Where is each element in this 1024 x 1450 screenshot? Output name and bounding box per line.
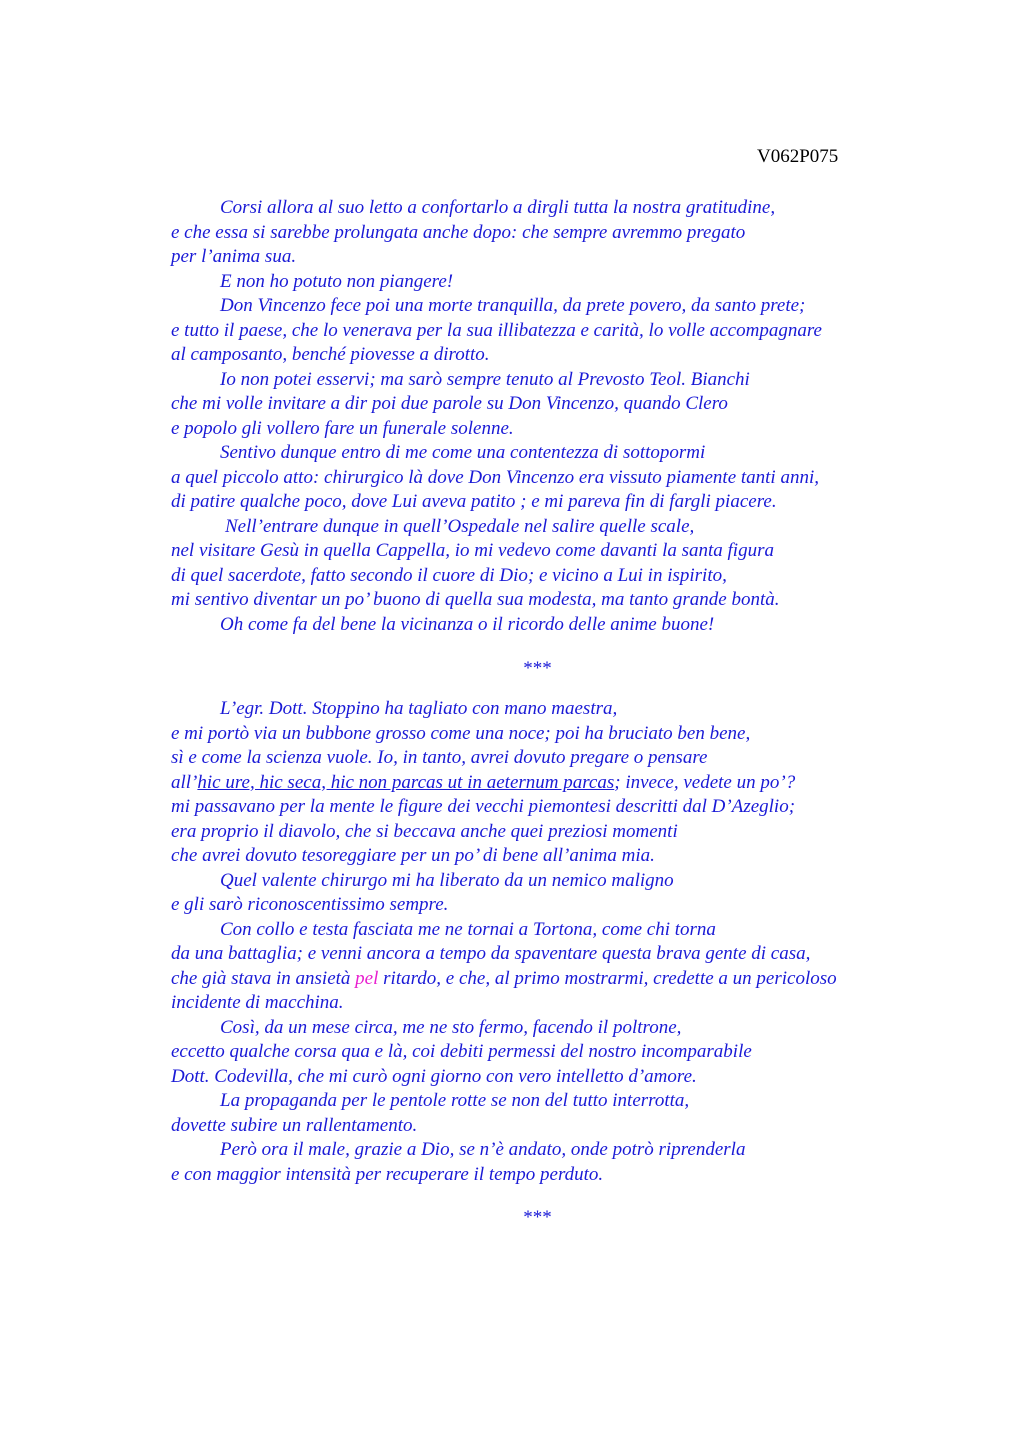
text-line: e con maggior intensità per recuperare il tempo perduto. (171, 1163, 604, 1185)
text-line: Don Vincenzo fece poi una morte tranquilla, da prete povero, da santo prete; (220, 295, 806, 316)
text-line: nel visitare Gesù in quella Cappella, io mi vedevo come davanti la santa figura (171, 540, 774, 561)
text-fragment: che già stava in ansietà (171, 967, 356, 989)
underlined-latin-phrase: hic ure, hic seca, hic non parcas ut in aeternum parcas (197, 771, 615, 793)
text-line: Quel valente chirurgo mi ha liberato da un nemico maligno (220, 869, 674, 891)
text-line: sì e come la scienza vuole. Io, in tanto, avrei dovuto pregare o pensare (171, 747, 708, 768)
text-line: Dott. Codevilla, che mi curò ogni giorno con vero intelletto d’amore. (171, 1065, 697, 1087)
text-line: da una battaglia; e venni ancora a tempo da spaventare questa brava gente di casa, (171, 943, 811, 964)
text-line: di quel sacerdote, fatto secondo il cuore di Dio; e vicino a Lui in ispirito, (171, 564, 727, 586)
text-block-1 (171, 196, 931, 637)
text-line: Con collo e testa fasciata me ne tornai a Tortona, come chi torna (220, 918, 716, 940)
text-line: che mi volle invitare a dir poi due parole su Don Vincenzo, quando Clero (171, 393, 728, 414)
text-line: Oh come fa del bene la vicinanza o il ricordo delle anime buone! (220, 613, 715, 635)
text-fragment: all’ (171, 771, 198, 793)
section-separator: *** (523, 1207, 552, 1228)
text-fragment: ritardo, e che, al primo mostrarmi, credette a un pericoloso (378, 967, 837, 989)
text-line-latin-quote (171, 771, 931, 796)
text-line: mi sentivo diventar un po’ buono di quella sua modesta, ma tanto grande bontà. (171, 589, 780, 610)
text-line: La propaganda per le pentole rotte se non del tutto interrotta, (220, 1090, 690, 1111)
text-line: Però ora il male, grazie a Dio, se n’è andato, onde potrò riprenderla (220, 1139, 746, 1160)
text-fragment: ; invece, vedete un po’? (614, 771, 796, 793)
text-line: E non ho potuto non piangere! (220, 270, 454, 292)
text-line: e popolo gli vollero fare un funerale solenne. (171, 417, 514, 439)
text-line: incidente di macchina. (171, 992, 344, 1013)
text-line: a quel piccolo atto: chirurgico là dove Don Vincenzo era vissuto piamente tanti anni, (171, 466, 819, 488)
text-line: e mi portò via un bubbone grosso come una noce; poi ha bruciato ben bene, (171, 722, 751, 744)
text-line: eccetto qualche corsa qua e là, coi debiti permessi del nostro incomparabile (171, 1041, 752, 1062)
text-line: dovette subire un rallentamento. (171, 1114, 418, 1136)
text-line: Così, da un mese circa, me ne sto fermo, facendo il poltrone, (220, 1016, 682, 1038)
text-block-2 (171, 697, 931, 1187)
text-line: che avrei dovuto tesoreggiare per un po’ di bene all’anima mia. (171, 845, 655, 866)
text-line: di patire qualche poco, dove Lui aveva patito ; e mi pareva fin di fargli piacere. (171, 491, 777, 512)
text-line: Corsi allora al suo letto a confortarlo a dirgli tutta la nostra gratitudine, (220, 197, 776, 218)
highlighted-word: pel (355, 967, 379, 989)
text-line: Nell’entrare dunque in quell’Ospedale nel salire quelle scale, (225, 515, 695, 537)
text-line: e che essa si sarebbe prolungata anche dopo: che sempre avremmo pregato (171, 221, 746, 243)
text-line: per l’anima sua. (171, 246, 297, 267)
text-line: e gli sarò riconoscentissimo sempre. (171, 894, 449, 915)
text-line: Sentivo dunque entro di me come una contentezza di sottopormi (220, 442, 706, 463)
section-separator: *** (523, 658, 552, 679)
text-line: al camposanto, benché piovesse a dirotto. (171, 344, 490, 365)
text-line: e tutto il paese, che lo venerava per la sua illibatezza e carità, lo volle accompagnare (171, 319, 822, 341)
text-line: mi passavano per la mente le figure dei vecchi piemontesi descritti dal D’Azeglio; (171, 796, 796, 817)
text-line: L’egr. Dott. Stoppino ha tagliato con mano maestra, (220, 698, 618, 719)
text-line: era proprio il diavolo, che si beccava anche quei preziosi momenti (171, 820, 678, 842)
text-line-highlighted (171, 967, 931, 992)
page-identifier: V062P075 (757, 146, 839, 167)
text-line: Io non potei esservi; ma sarò sempre tenuto al Prevosto Teol. Bianchi (220, 368, 750, 390)
